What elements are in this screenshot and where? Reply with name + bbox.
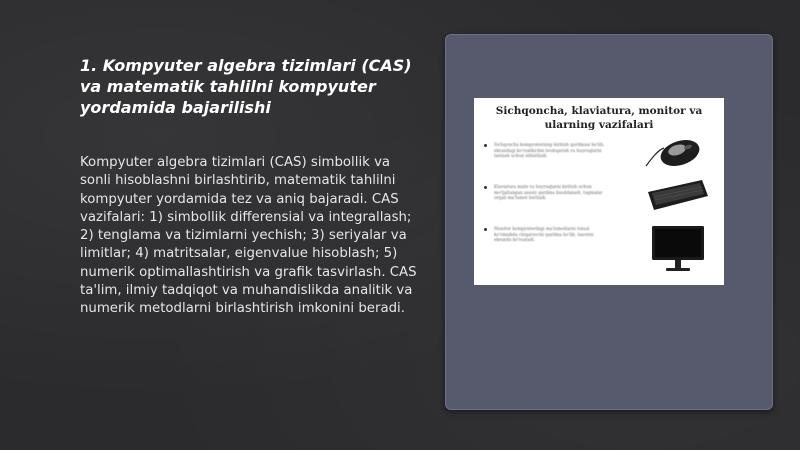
slide-title: 1. Kompyuter algebra tizimlari (CAS) va matematik tahlilni kompyuter yordamida bajarilishi xyxy=(80,56,412,117)
slide-body-text: Kompyuter algebra tizimlari (CAS) simbollik va sonli hisoblashni birlashtirib, matematik tahlilni kompyuter yordamida tez va aniq bajaradi. CAS vazifalari: 1) simbollik differensial va integrallash; 2) tenglama va tizimlarni yechish; 3) seriyalar va limitlar; 4) matritsalar, eigenvalue hisoblash; 5) numerik optimallashtirish va grafik tasvirlash. CAS ta'lim, ilmiy tadqiqot va muhandislikda analitik va numerik metodlarni birlashtirish imkonini beradi. xyxy=(80,155,417,317)
embedded-picture xyxy=(474,98,724,285)
monitor-icon xyxy=(650,224,706,274)
bullet xyxy=(484,144,487,147)
mouse-icon xyxy=(644,136,702,170)
bullet xyxy=(484,186,487,189)
picture-title: Sichqoncha, klaviatura, monitor va ularning vazifalari xyxy=(495,105,703,131)
picture-item-text: Monitor kompyuterdagi ma'lumotlarni vizual ko'rinishda chiqaruvchi qurilma bo'lib, tasvirni ekranda ko'rsatadi. xyxy=(494,226,594,243)
picture-item-text: Klaviatura matn va buyruqlarni kiritish uchun mo'ljallangan asosiy qurilma hisoblanadi, tugmalar orqali ma'lumot beriladi. xyxy=(494,184,603,201)
bullet xyxy=(484,228,487,231)
picture-item-text: Sichqoncha kompyuterning kiritish qurilmasi bo'lib, ekrandagi ko'rsatkichni boshqarish va buyruqlarni tanlash uchun ishlatiladi. xyxy=(494,142,605,159)
keyboard-icon xyxy=(644,178,710,212)
